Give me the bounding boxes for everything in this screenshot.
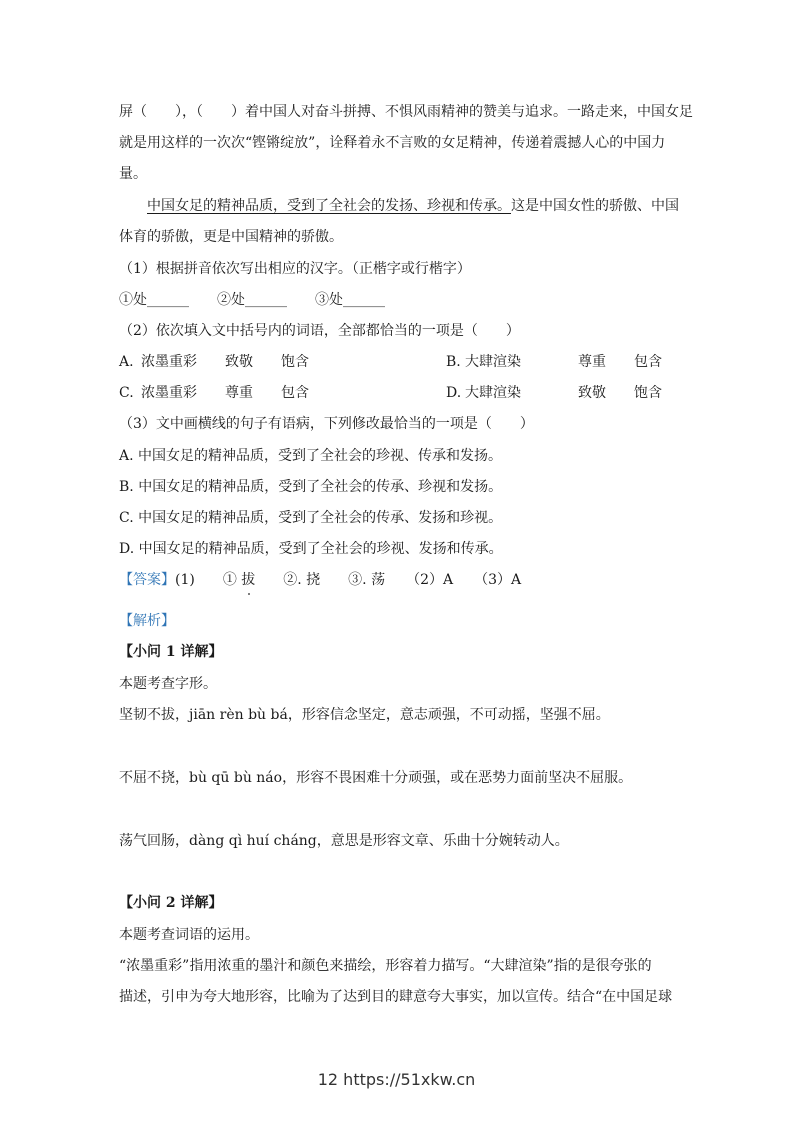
underlined-sentence: 中国女足的精神品质，受到了全社会的发扬、珍视和传承。 xyxy=(147,198,511,214)
answer-text: (1) ① 拔 ②. 挠 ③. 荡 （2）A （3）A xyxy=(175,572,522,588)
analysis-tag: 【解析】 xyxy=(119,613,175,629)
option-b-word-3: 包含 xyxy=(634,354,662,370)
option-a-word-3: 饱含 xyxy=(281,354,309,370)
analysis-text: 荡气回肠，dàng qì huí cháng，意思是形容文章、乐曲十分婉转动人。 xyxy=(119,833,569,849)
option-c-word-3: 包含 xyxy=(281,385,309,401)
question-3-prompt: （3）文中画横线的句子有语病，下列修改最恰当的一项是（ ） xyxy=(119,416,534,432)
passage-paragraph-2 xyxy=(147,196,679,216)
passage-text: 这是中国女性的骄傲、中国 xyxy=(511,198,679,214)
analysis-text: “浓墨重彩”指用浓重的墨汁和颜色来描绘，形容着力描写。“大肆渲染”指的是很夸张的 xyxy=(119,958,652,974)
passage-line: 量。 xyxy=(119,166,147,182)
question-3-option-d: D. 中国女足的精神品质，受到了全社会的珍视、发扬和传承。 xyxy=(119,541,503,557)
question-1-prompt: （1）根据拼音依次写出相应的汉字。（正楷字或行楷字） xyxy=(119,261,471,277)
question-1-blanks: ①处______ ②处______ ③处______ xyxy=(119,292,385,308)
analysis-text: 本题考查字形。 xyxy=(119,676,217,692)
analysis-text: 描述，引申为夸大地形容，比喻为了达到目的肆意夸大事实，加以宣传。结合“在中国足球 xyxy=(119,989,673,1005)
option-c-label: C. xyxy=(119,385,134,401)
option-c-word-2: 尊重 xyxy=(225,385,253,401)
question-2-prompt: （2）依次填入文中括号内的词语，全部都恰当的一项是（ ） xyxy=(119,323,520,339)
option-d-word-1: 大肆渲染 xyxy=(465,385,521,401)
passage-line: 屏（ ），（ ）着中国人对奋斗拼搏、不惧风雨精神的赞美与追求。一路走来，中国女足 xyxy=(119,104,693,120)
option-d-word-3: 饱含 xyxy=(634,385,662,401)
option-b-label: B. xyxy=(446,354,461,370)
option-d-label: D. xyxy=(446,385,462,401)
passage-line: 就是用这样的一次次“铿锵绽放”，诠释着永不言败的女足精神，传递着震撼人心的中国力 xyxy=(119,135,666,151)
option-a-word-2: 致敬 xyxy=(225,354,253,370)
option-c-word-1: 浓墨重彩 xyxy=(141,385,197,401)
passage-line: 体育的骄傲，更是中国精神的骄傲。 xyxy=(119,229,343,245)
option-b-word-1: 大肆渲染 xyxy=(465,354,521,370)
option-b-word-2: 尊重 xyxy=(578,354,606,370)
question-3-option-a: A. 中国女足的精神品质，受到了全社会的珍视、传承和发扬。 xyxy=(119,448,503,464)
question-3-option-b: B. 中国女足的精神品质，受到了全社会的传承、珍视和发扬。 xyxy=(119,479,503,495)
sub-question-2-title: 【小问 2 详解】 xyxy=(119,895,223,911)
analysis-text: 本题考查词语的运用。 xyxy=(119,927,259,943)
stray-dot xyxy=(248,593,250,595)
option-a-label: A. xyxy=(119,354,134,370)
answer-line xyxy=(119,570,521,590)
page-footer: 12 https://51xkw.cn xyxy=(317,1070,476,1089)
sub-question-1-title: 【小问 1 详解】 xyxy=(119,644,223,660)
analysis-text: 不屈不挠，bù qū bù náo，形容不畏困难十分顽强，或在恶势力面前坚决不屈服。 xyxy=(119,770,633,786)
answer-tag: 【答案】 xyxy=(119,572,175,588)
option-d-word-2: 致敬 xyxy=(578,385,606,401)
analysis-text: 坚韧不拔，jiān rèn bù bá，形容信念坚定，意志顽强，不可动摇，坚强不屈。 xyxy=(119,707,610,723)
option-a-word-1: 浓墨重彩 xyxy=(141,354,197,370)
question-3-option-c: C. 中国女足的精神品质，受到了全社会的传承、发扬和珍视。 xyxy=(119,510,503,526)
